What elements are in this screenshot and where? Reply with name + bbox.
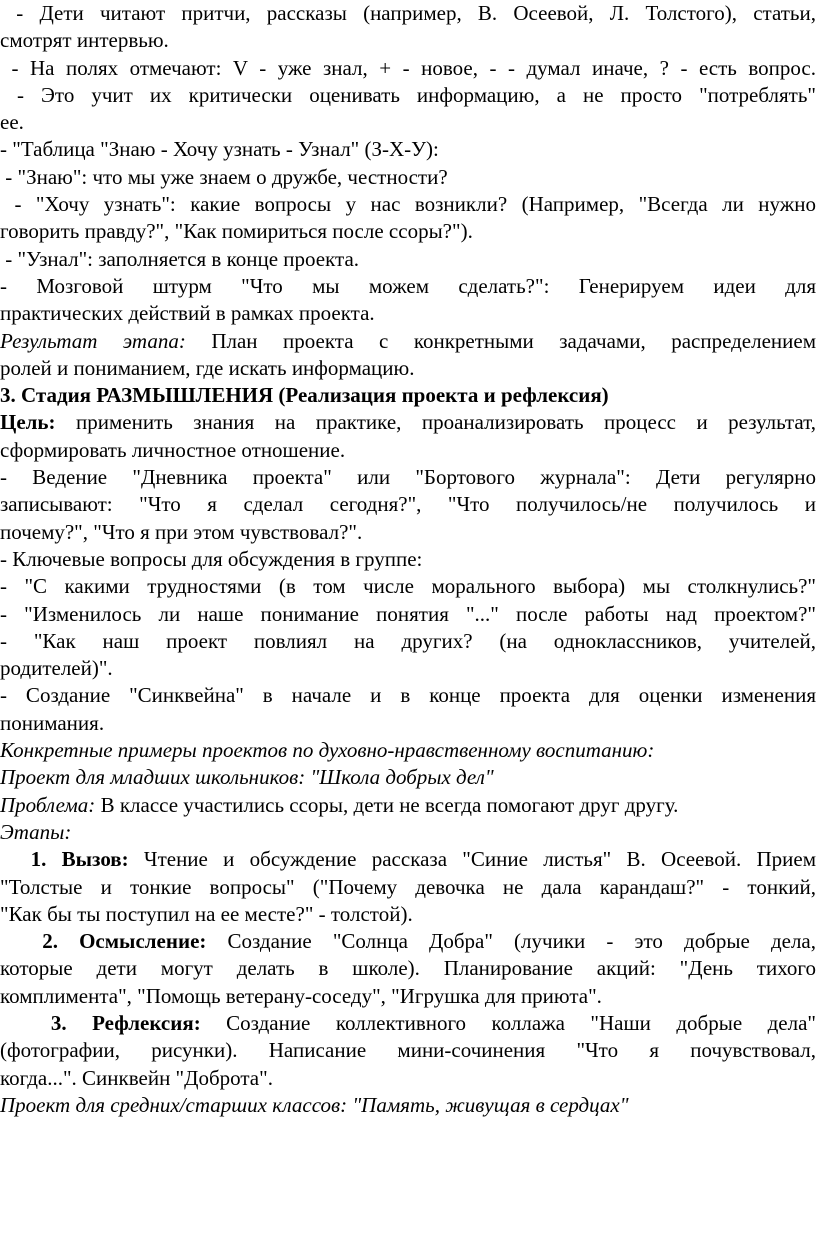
text-line: [0, 328, 816, 355]
text-line: [0, 901, 816, 928]
bold-text: 1. Вызов:: [0, 847, 129, 872]
text-line: [0, 874, 816, 901]
text-run: Создание коллективного коллажа "Наши добрые дела": [200, 1010, 816, 1035]
text-run: комплимента", "Помощь ветерану-соседу", "Игрушка для приюта".: [0, 983, 602, 1008]
text-line: [0, 519, 816, 546]
text-run: которые дети могут делать в школе). Планирование акций: "День тихого: [0, 956, 816, 981]
bold-text: 2. Осмысление:: [0, 929, 207, 954]
text-run: - Дети читают притчи, рассказы (например, В. Осеевой, Л. Толстого), статьи,: [0, 1, 816, 25]
text-line: [0, 218, 816, 245]
text-line: [0, 55, 816, 82]
text-line: [0, 846, 816, 873]
text-line: [0, 300, 816, 327]
text-run: сформировать личностное отношение.: [0, 437, 346, 462]
text-line: [0, 601, 816, 628]
text-run: говорить правду?", "Как помириться после ссоры?").: [0, 219, 473, 244]
text-line: [0, 792, 816, 819]
italic-text: Конкретные примеры проектов по духовно-нравственному воспитанию:: [0, 738, 655, 763]
text-run: Создание "Солнца Добра" (лучики - это добрые дела,: [206, 929, 816, 954]
text-run: - "Как наш проект повлиял на других? (на одноклассников, учителей,: [0, 628, 816, 653]
text-run: В классе участились ссоры, дети не всегда помогают друг другу.: [95, 792, 679, 817]
text-line: [0, 1092, 816, 1119]
text-line: [0, 737, 816, 764]
text-run: - "Знаю": что мы уже знаем о дружбе, честности?: [0, 164, 448, 189]
text-run: родителей)".: [0, 656, 113, 681]
text-line: [0, 273, 816, 300]
italic-text: Этапы:: [0, 819, 72, 844]
text-run: - Создание "Синквейна" в начале и в конце проекта для оценки изменения: [0, 683, 816, 708]
text-run: понимания.: [0, 710, 105, 735]
italic-text: Результат этапа:: [0, 328, 186, 353]
text-line: [0, 164, 816, 191]
text-line: [0, 1065, 816, 1092]
text-line: [0, 409, 816, 436]
bold-text: Цель:: [0, 410, 56, 435]
text-run: Чтение и обсуждение рассказа "Синие листья" В. Осеевой. Прием: [128, 847, 816, 872]
text-run: - На полях отмечают: V - уже знал, + - новое, - - думал иначе, ? - есть вопрос.: [0, 55, 816, 80]
text-run: применить знания на практике, проанализировать процесс и результат,: [55, 410, 816, 435]
text-line: [0, 546, 816, 573]
text-line: [0, 82, 816, 109]
text-run: (фотографии, рисунки). Написание мини-сочинения "Что я почувствовал,: [0, 1038, 816, 1063]
text-line: [0, 464, 816, 491]
bold-text: 3. Стадия РАЗМЫШЛЕНИЯ (Реализация проекта и рефлексия): [0, 383, 609, 408]
text-line: [0, 983, 816, 1010]
text-line: [0, 955, 816, 982]
italic-text: Проект для младших школьников: "Школа добрых дел": [0, 765, 494, 790]
text-run: почему?", "Что я при этом чувствовал?".: [0, 519, 363, 544]
text-run: - "Таблица "Знаю - Хочу узнать - Узнал" (З-Х-У):: [0, 137, 439, 162]
bold-text: 3. Рефлексия:: [0, 1010, 201, 1035]
text-line: [0, 628, 816, 655]
text-line: [0, 764, 816, 791]
text-run: - "Узнал": заполняется в конце проекта.: [0, 246, 360, 271]
text-line: [0, 0, 816, 27]
text-line: [0, 27, 816, 54]
italic-text: Проект для средних/старших классов: "Память, живущая в сердцах": [0, 1092, 629, 1117]
text-run: когда...". Синквейн "Доброта".: [0, 1065, 273, 1090]
text-line: [0, 246, 816, 273]
text-run: практических действий в рамках проекта.: [0, 301, 375, 326]
text-line: [0, 710, 816, 737]
text-line: [0, 573, 816, 600]
text-run: "Толстые и тонкие вопросы" ("Почему девочка не дала карандаш?" - тонкий,: [0, 874, 816, 899]
text-line: [0, 437, 816, 464]
text-run: записывают: "Что я сделал сегодня?", "Что получилось/не получилось и: [0, 492, 816, 517]
text-line: [0, 109, 816, 136]
text-line: [0, 136, 816, 163]
text-line: [0, 1010, 816, 1037]
text-line: [0, 355, 816, 382]
italic-text: Проблема:: [0, 792, 96, 817]
text-run: - Ключевые вопросы для обсуждения в группе:: [0, 546, 423, 571]
text-run: - Мозговой штурм "Что мы можем сделать?": Генерируем идеи для: [0, 273, 816, 298]
text-run: ролей и пониманием, где искать информацию.: [0, 355, 415, 380]
text-run: - Ведение "Дневника проекта" или "Бортового журнала": Дети регулярно: [0, 465, 816, 490]
text-line: [0, 819, 816, 846]
text-line: [0, 682, 816, 709]
text-run: - "Изменилось ли наше понимание понятия "..." после работы над проектом?": [0, 601, 816, 626]
text-run: - Это учит их критически оценивать информацию, а не просто "потреблять": [0, 82, 816, 107]
text-line: [0, 491, 816, 518]
text-line: [0, 655, 816, 682]
text-run: "Как бы ты поступил на ее месте?" - толстой).: [0, 901, 413, 926]
text-run: План проекта с конкретными задачами, распределением: [185, 328, 816, 353]
text-line: [0, 382, 816, 409]
text-run: - "Хочу узнать": какие вопросы у нас возникли? (Например, "Всегда ли нужно: [0, 192, 816, 217]
text-run: - "С какими трудностями (в том числе морального выбора) мы столкнулись?": [0, 574, 816, 599]
text-run: ее.: [0, 110, 24, 135]
text-line: [0, 928, 816, 955]
text-line: [0, 1037, 816, 1064]
text-run: смотрят интервью.: [0, 28, 169, 53]
text-line: [0, 191, 816, 218]
